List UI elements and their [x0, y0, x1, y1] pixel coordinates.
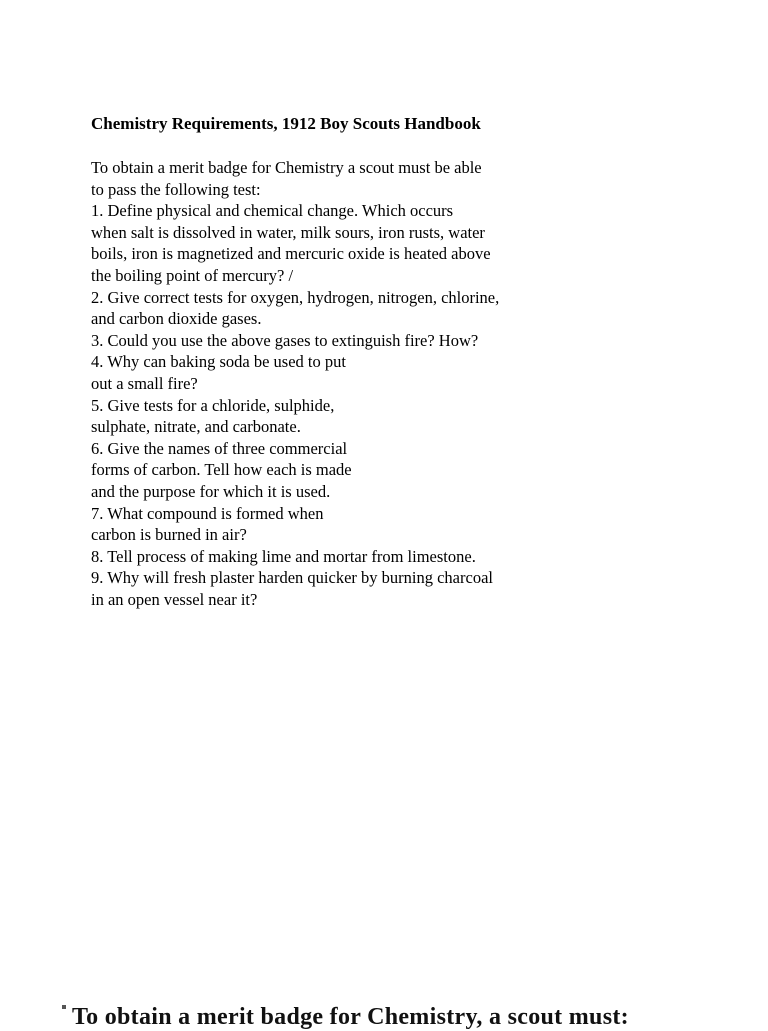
text-line: when salt is dissolved in water, milk sours, iron rusts, water: [91, 222, 485, 242]
scanned-text-line: To obtain a merit badge for Chemistry, a scout must:: [72, 1004, 629, 1030]
text-line: the boiling point of mercury? /: [91, 265, 294, 285]
text-line: out a small fire?: [91, 373, 198, 393]
document-title: Chemistry Requirements, 1912 Boy Scouts Handbook: [91, 114, 481, 133]
text-line: 5. Give tests for a chloride, sulphide,: [91, 395, 335, 415]
text-line: 8. Tell process of making lime and mortar from limestone.: [91, 546, 476, 566]
text-line: 6. Give the names of three commercial: [91, 438, 348, 458]
text-line: To obtain a merit badge for Chemistry a scout must be able: [91, 158, 482, 177]
text-line: boils, iron is magnetized and mercuric oxide is heated above: [91, 244, 491, 264]
text-line: and carbon dioxide gases.: [91, 309, 262, 329]
text-line: 2. Give correct tests for oxygen, hydrogen, nitrogen, chlorine,: [91, 287, 500, 307]
scanned-text-snippet: [62, 1003, 629, 1031]
text-line: 3. Could you use the above gases to extinguish fire? How?: [91, 330, 479, 350]
text-line: 1. Define physical and chemical change. Which occurs: [91, 201, 454, 221]
text-line: and the purpose for which it is used.: [91, 481, 331, 501]
text-line: in an open vessel near it?: [91, 589, 258, 609]
text-line: sulphate, nitrate, and carbonate.: [91, 417, 301, 437]
text-line: 9. Why will fresh plaster harden quicker by burning charcoal: [91, 568, 493, 588]
text-line: 7. What compound is formed when: [91, 503, 324, 523]
text-line: carbon is burned in air?: [91, 525, 247, 545]
text-line: forms of carbon. Tell how each is made: [91, 460, 352, 480]
text-line: to pass the following test:: [91, 179, 261, 199]
scan-speck: [62, 1005, 66, 1009]
text-line: 4. Why can baking soda be used to put: [91, 352, 346, 372]
document-body: [91, 157, 499, 610]
